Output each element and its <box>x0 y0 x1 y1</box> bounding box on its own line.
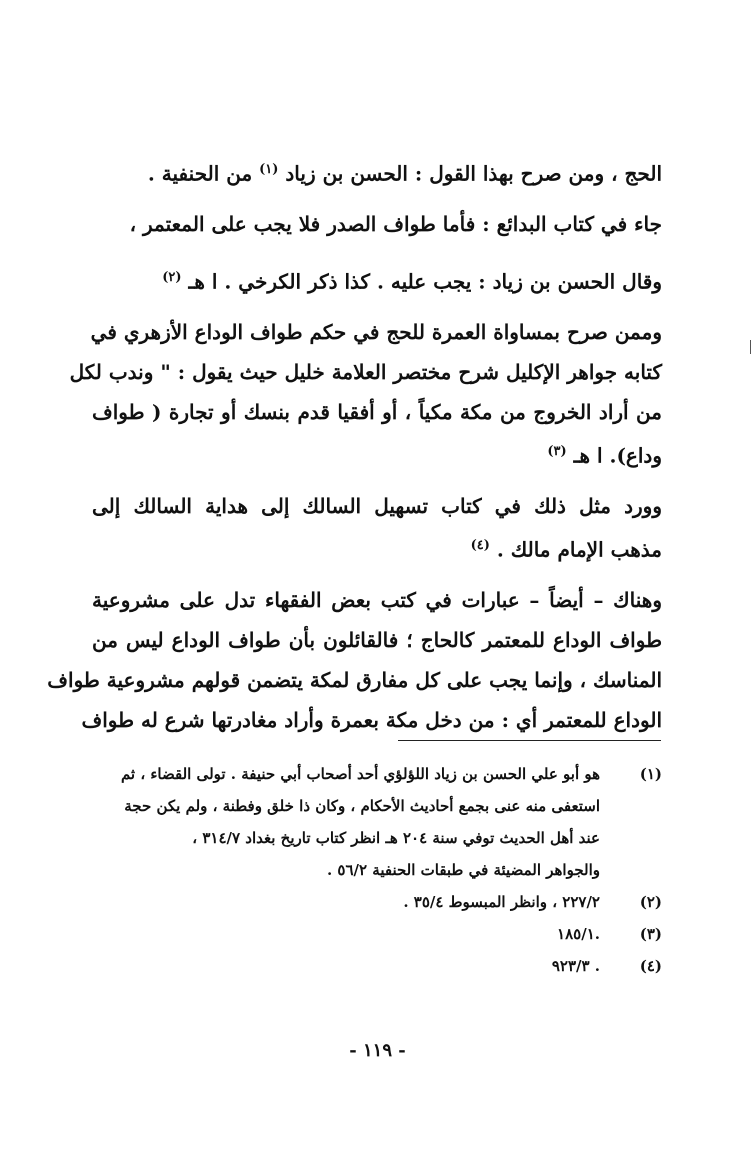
text-line: وداع). ا هـ $^{(٣)}$ <box>547 443 662 468</box>
footnote-separator <box>398 740 661 741</box>
footnote-text: .١٨٥/١ <box>557 925 600 943</box>
footnote-3 <box>92 918 662 950</box>
footnote-number: (٢) <box>639 893 662 911</box>
text-line: المناسك ، وإنما يجب على كل مفارق لمكة يتضمن قولهم مشروعية طواف <box>47 668 662 692</box>
footnotes <box>92 758 662 982</box>
footnote-ref-1: (١) <box>259 162 279 177</box>
text-line: طواف الوداع للمعتمر كالحاج ؛ فالقائلون بأن طواف الوداع ليس من <box>92 628 662 652</box>
text-line: مذهب الإمام مالك . $^{(٤)}$ <box>470 537 662 562</box>
text-line: كتابه جواهر الإكليل شرح مختصر العلامة خليل حيث يقول : " وندب لكل <box>69 360 662 384</box>
main-text <box>47 150 662 740</box>
footnote-number: (١) <box>639 765 662 783</box>
footnote-number: (٤) <box>639 957 662 975</box>
text-line: الوداع للمعتمر أي : من دخل مكة بعمرة وأراد مغادرتها شرع له طواف <box>81 708 662 732</box>
footnote-1 <box>92 758 662 886</box>
text-line: وورد مثل ذلك في كتاب تسهيل السالك إلى هداية السالك إلى <box>92 494 662 518</box>
text-line: الحج ، ومن صرح بهذا القول : الحسن بن زياد $^{(١)}$ من الحنفية . <box>147 161 662 186</box>
footnote-ref-2: (٢) <box>162 270 182 285</box>
footnote-ref-4: (٤) <box>470 538 490 553</box>
footnote-text: هو أبو علي الحسن بن زياد اللؤلؤي أحد أصحاب أبي حنيفة . تولى القضاء ، ثم استعفى منه عنى بجمع أحاديث الأحكام ، وكان ذا خلق وفطنة ، ولم يكن حجة عند أهل الحديث توفي سنة ٢٠٤ هـ انظر كتاب تاريخ بغداد ٣١٤/٧ ، والجواهر المضيئة في طبقات الحنفية ٥٦/٢ . <box>120 765 600 879</box>
page-number: - ١١٩ - <box>349 1040 406 1061</box>
footnote-number: (٣) <box>639 925 662 943</box>
text-line: وقال الحسن بن زياد : يجب عليه . كذا ذكر الكرخي . ا هـ $^{(٢)}$ <box>162 269 662 294</box>
footnote-text: . ٩٢٣/٣ <box>551 957 600 975</box>
footnote-text: ٢٢٧/٢ ، وانظر المبسوط ٣٥/٤ . <box>403 893 600 911</box>
margin-mark <box>750 340 751 354</box>
text-line: جاء في كتاب البدائع : فأما طواف الصدر فلا يجب على المعتمر ، <box>129 212 662 236</box>
text-line: وممن صرح بمساواة العمرة للحج في حكم طواف الوداع الأزهري في <box>90 320 662 344</box>
footnote-ref-3: (٣) <box>547 444 567 459</box>
text-line: من أراد الخروج من مكة مكياً ، أو أفقيا قدم بنسك أو تجارة ( طواف <box>92 400 662 424</box>
text-line: وهناك – أيضاً – عبارات في كتب بعض الفقهاء تدل على مشروعية <box>92 588 662 612</box>
footnote-2 <box>92 886 662 918</box>
footnote-4 <box>92 950 662 982</box>
